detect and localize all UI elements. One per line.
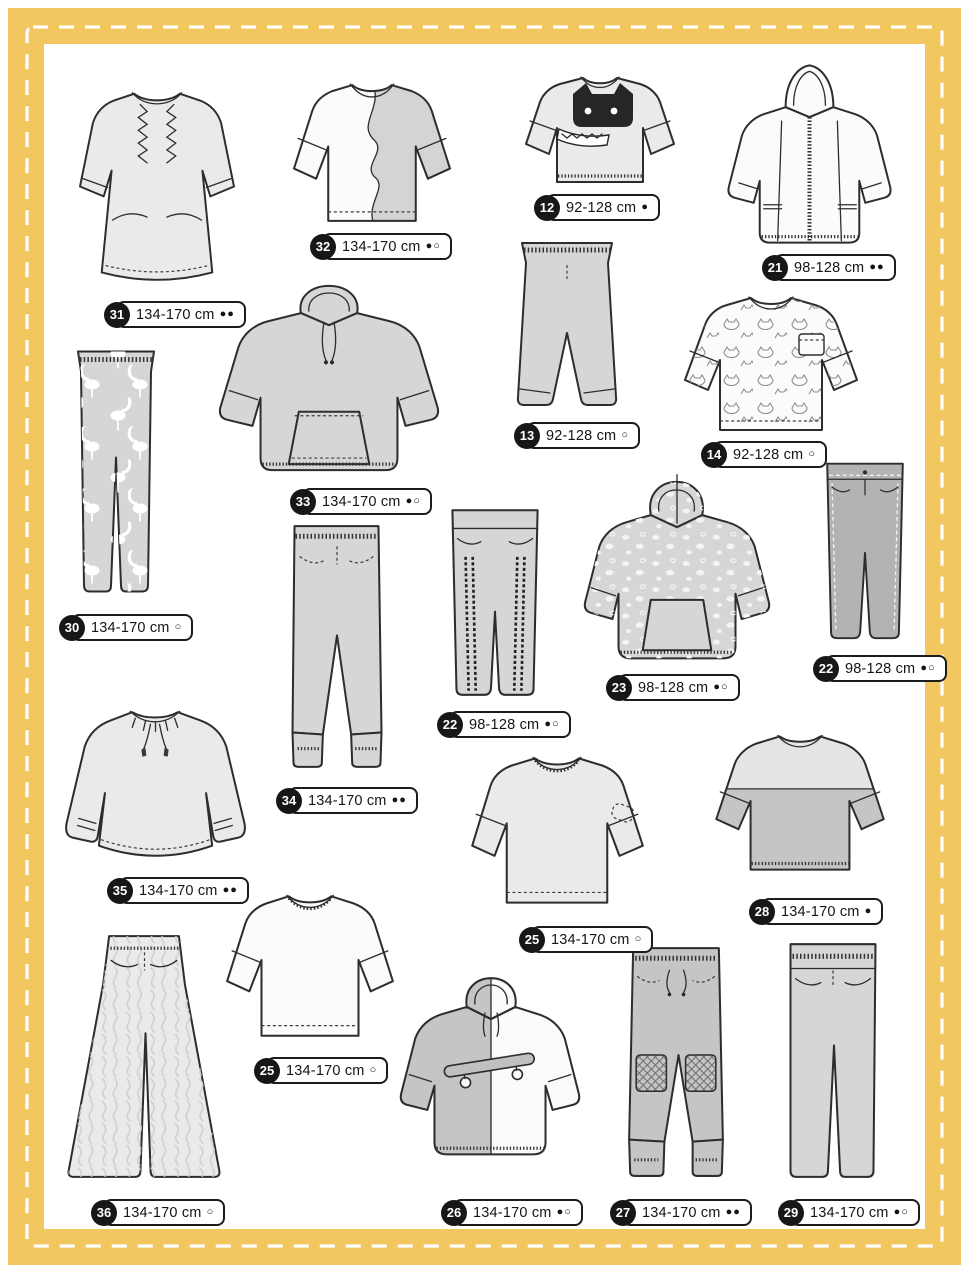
size-pill [322, 233, 452, 260]
size-range: 98-128 cm [469, 716, 540, 733]
pattern-number-badge: 34 [276, 788, 302, 814]
size-pill [449, 711, 571, 738]
size-range: 92-128 cm [566, 199, 637, 216]
size-pill [825, 655, 947, 682]
pattern-number-badge: 36 [91, 1200, 117, 1226]
pattern-label-35 [107, 877, 249, 904]
pattern-label-25-mid [519, 926, 653, 953]
size-pill [71, 614, 193, 641]
pattern-label-34 [276, 787, 418, 814]
garment-elbow-patch-tee [458, 742, 656, 920]
garment-cuffed-joggers [268, 512, 405, 780]
size-range: 98-128 cm [794, 259, 865, 276]
pattern-label-31 [104, 301, 246, 328]
size-range: 134-170 cm [781, 903, 860, 920]
difficulty-dots: ○ [174, 621, 183, 633]
pattern-label-29 [778, 1199, 920, 1226]
size-pill [119, 877, 249, 904]
garment-flamingo-leggings [56, 334, 176, 602]
garment-plain-long-sleeve-tee [214, 882, 406, 1044]
pattern-label-27 [610, 1199, 752, 1226]
difficulty-dots: ●○ [920, 662, 936, 674]
size-pill [546, 194, 660, 221]
difficulty-dots: ●● [869, 261, 885, 273]
pattern-label-30 [59, 614, 193, 641]
pattern-label-13 [514, 422, 640, 449]
size-pill [288, 787, 418, 814]
size-range: 134-170 cm [123, 1204, 202, 1221]
difficulty-dots: ●● [219, 308, 235, 320]
garment-skateboard-hoodie [384, 946, 596, 1184]
garment-spot-print-hoodie [558, 452, 795, 670]
pattern-number-badge: 23 [606, 675, 632, 701]
pattern-label-26 [441, 1199, 583, 1226]
difficulty-dots: ●○ [713, 681, 729, 693]
garment-elastic-waist-pants [492, 228, 642, 420]
pattern-number-badge: 33 [290, 489, 316, 515]
size-pill [713, 441, 827, 468]
pattern-label-28 [749, 898, 883, 925]
pattern-number-badge: 27 [610, 1200, 636, 1226]
pattern-label-12 [534, 194, 660, 221]
size-pill [266, 1057, 388, 1084]
pattern-number-badge: 32 [310, 234, 336, 260]
difficulty-dots: ●● [222, 884, 238, 896]
difficulty-dots: ●○ [544, 718, 560, 730]
size-pill [531, 926, 653, 953]
size-range: 134-170 cm [551, 931, 630, 948]
size-pill [761, 898, 883, 925]
size-pill [103, 1199, 225, 1226]
garment-hooded-zip-jacket [698, 54, 922, 256]
garment-flared-print-pants [50, 922, 238, 1190]
size-range: 98-128 cm [845, 660, 916, 677]
pattern-number-badge: 30 [59, 615, 85, 641]
pattern-number-badge: 22 [437, 712, 463, 738]
pattern-number-badge: 31 [104, 302, 130, 328]
size-pill [302, 488, 432, 515]
garment-colorblock-sweatshirt [684, 722, 916, 884]
size-range: 134-170 cm [342, 238, 421, 255]
difficulty-dots: ● [864, 905, 873, 917]
size-range: 134-170 cm [642, 1204, 721, 1221]
size-range: 134-170 cm [322, 493, 401, 510]
difficulty-dots: ●○ [425, 240, 441, 252]
size-pill [774, 254, 896, 281]
garment-knee-patch-joggers [602, 932, 750, 1184]
garment-slim-jeans [802, 448, 928, 650]
size-pill [622, 1199, 752, 1226]
garment-cat-print-shirt [650, 284, 892, 444]
difficulty-dots: ●● [391, 794, 407, 806]
pattern-number-badge: 28 [749, 899, 775, 925]
garment-two-tone-shirt [283, 70, 461, 236]
size-pill [453, 1199, 583, 1226]
difficulty-dots: ○ [206, 1206, 215, 1218]
size-range: 92-128 cm [733, 446, 804, 463]
difficulty-dots: ○ [808, 448, 816, 460]
pattern-number-badge: 13 [514, 423, 540, 449]
size-range: 92-128 cm [546, 427, 617, 444]
size-pill [526, 422, 640, 449]
pattern-number-badge: 25 [519, 927, 545, 953]
garment-straight-pants [762, 928, 904, 1186]
pattern-label-36 [91, 1199, 225, 1226]
size-pill [790, 1199, 920, 1226]
pattern-label-32 [310, 233, 452, 260]
size-range: 134-170 cm [286, 1062, 365, 1079]
garment-animal-sweatshirt [497, 66, 702, 196]
pattern-label-22-mid [437, 711, 571, 738]
pattern-number-badge: 21 [762, 255, 788, 281]
difficulty-dots: ● [641, 201, 649, 213]
difficulty-dots: ○ [369, 1064, 378, 1076]
size-range: 134-170 cm [139, 882, 218, 899]
size-range: 134-170 cm [308, 792, 387, 809]
pattern-label-23 [606, 674, 740, 701]
difficulty-dots: ○ [634, 933, 643, 945]
size-range: 134-170 cm [136, 306, 215, 323]
pattern-number-badge: 29 [778, 1200, 804, 1226]
size-range: 134-170 cm [810, 1204, 889, 1221]
pattern-number-badge: 35 [107, 878, 133, 904]
pattern-number-badge: 26 [441, 1200, 467, 1226]
pattern-label-22-right [813, 655, 947, 682]
difficulty-dots: ●○ [556, 1206, 572, 1218]
pattern-number-badge: 14 [701, 442, 727, 468]
difficulty-dots: ●○ [405, 495, 421, 507]
pattern-label-25-left [254, 1057, 388, 1084]
pattern-number-badge: 12 [534, 195, 560, 221]
garment-tassel-tie-blouse [46, 694, 264, 876]
pattern-label-33 [290, 488, 432, 515]
difficulty-dots: ●○ [893, 1206, 909, 1218]
size-pill [618, 674, 740, 701]
pattern-number-badge: 25 [254, 1058, 280, 1084]
pattern-label-21 [762, 254, 896, 281]
size-range: 134-170 cm [91, 619, 170, 636]
difficulty-dots: ●● [725, 1206, 741, 1218]
difficulty-dots: ○ [621, 429, 629, 441]
garment-side-stripe-pants [424, 498, 566, 706]
pattern-number-badge: 22 [813, 656, 839, 682]
garment-kangaroo-hoodie [178, 258, 480, 486]
pattern-label-14 [701, 441, 827, 468]
size-range: 98-128 cm [638, 679, 709, 696]
size-range: 134-170 cm [473, 1204, 552, 1221]
size-pill [116, 301, 246, 328]
